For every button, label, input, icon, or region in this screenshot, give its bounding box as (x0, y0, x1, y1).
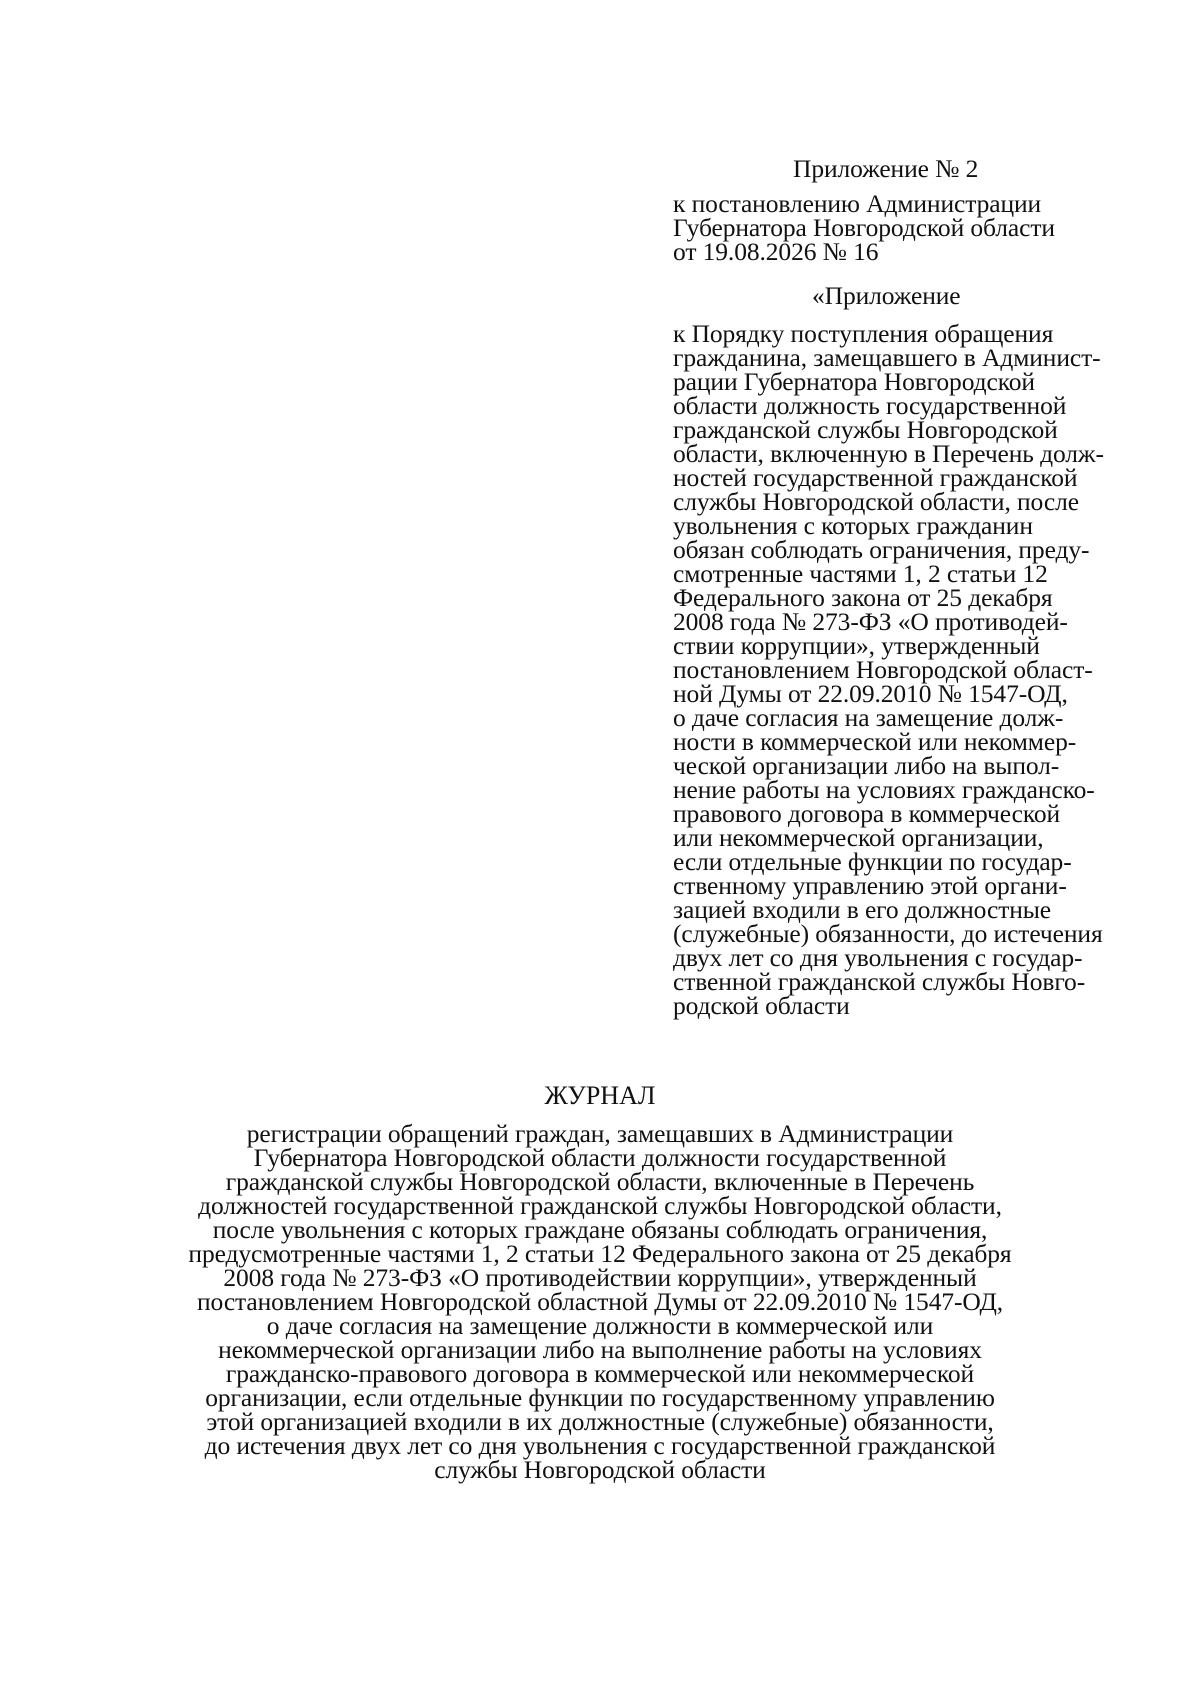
inner-appendix-line: службы Новгородской области, после (673, 487, 1079, 516)
journal-line: до истечения двух лет со дня увольнения с государственной гражданской (204, 1431, 996, 1460)
inner-appendix-line: гражданской службы Новгородской (673, 415, 1058, 444)
inner-appendix-line: к Порядку поступления обращения (673, 319, 1054, 348)
inner-appendix-line: обязан соблюдать ограничения, преду- (673, 535, 1090, 564)
inner-appendix-line: (служебные) обязанности, до истечения (673, 919, 1103, 948)
inner-appendix-line: ствии коррупции», утвержденный (673, 631, 1040, 660)
journal-line: этой организацией входили в их должностные (служебные) обязанности, (206, 1407, 994, 1436)
inner-appendix-line: ной Думы от 22.09.2010 № 1547-ОД, (673, 679, 1068, 708)
inner-appendix-title: «Приложение (812, 281, 961, 310)
inner-appendix-line: о даче согласия на замещение долж- (673, 703, 1064, 732)
journal-line: гражданской службы Новгородской области, включенные в Перечень (225, 1167, 975, 1196)
inner-appendix-line: 2008 года № 273-ФЗ «О противодей- (673, 607, 1068, 636)
journal-line: службы Новгородской области (434, 1455, 766, 1484)
inner-appendix-line: Федерального закона от 25 декабря (673, 583, 1053, 612)
inner-appendix-line: нение работы на условиях гражданско- (673, 775, 1095, 804)
journal-line: постановлением Новгородской областной Думы от 22.09.2010 № 1547-ОД, (196, 1287, 1004, 1316)
inner-appendix-line: области, включенную в Перечень долж- (673, 439, 1104, 468)
journal-line: регистрации обращений граждан, замещавших в Администрации (246, 1119, 954, 1148)
inner-appendix-line: смотренные частями 1, 2 статьи 12 (673, 559, 1048, 588)
inner-appendix-line: ственной гражданской службы Новго- (673, 967, 1086, 996)
journal-heading: ЖУРНАЛ (544, 1081, 656, 1110)
appendix-ref-line: от 19.08.2026 № 16 (673, 237, 879, 266)
inner-appendix-line: области должность государственной (673, 391, 1067, 420)
journal-line: предусмотренные частями 1, 2 статьи 12 Федерального закона от 25 декабря (188, 1239, 1012, 1268)
inner-appendix-line: рации Губернатора Новгородской (673, 367, 1035, 396)
inner-appendix-line: если отдельные функции по государ- (673, 847, 1072, 876)
journal-line: Губернатора Новгородской области должности государственной (253, 1143, 947, 1172)
inner-appendix-line: или некоммерческой организации, (673, 823, 1044, 852)
journal-line: должностей государственной гражданской службы Новгородской области, (198, 1191, 1002, 1220)
journal-line: о даче согласия на замещение должности в коммерческой или (266, 1311, 934, 1340)
journal-line: после увольнения с которых граждане обязаны соблюдать ограничения, (212, 1215, 988, 1244)
appendix-ref-line: к постановлению Администрации (673, 189, 1042, 218)
appendix-ref-line: Губернатора Новгородской области (673, 213, 1055, 242)
journal-line: 2008 года № 273-ФЗ «О противодействии коррупции», утвержденный (223, 1263, 977, 1292)
inner-appendix-line: ческой организации либо на выпол- (673, 751, 1060, 780)
inner-appendix-line: родской области (673, 991, 850, 1020)
journal-line: некоммерческой организации либо на выполнение работы на условиях (218, 1335, 982, 1364)
inner-appendix-line: увольнения с которых гражданин (673, 511, 1033, 540)
appendix-title: Приложение № 2 (793, 154, 979, 183)
inner-appendix-line: гражданина, замещавшего в Админист- (673, 343, 1101, 372)
inner-appendix-line: ности в коммерческой или некоммер- (673, 727, 1077, 756)
inner-appendix-line: постановлением Новгородской област- (673, 655, 1093, 684)
inner-appendix-line: двух лет со дня увольнения с государ- (673, 943, 1083, 972)
journal-line: организации, если отдельные функции по государственному управлению (205, 1383, 995, 1412)
inner-appendix-line: правового договора в коммерческой (673, 799, 1061, 828)
inner-appendix-line: ственному управлению этой органи- (673, 871, 1067, 900)
inner-appendix-line: ностей государственной гражданской (673, 463, 1078, 492)
journal-line: гражданско-правового договора в коммерческой или некоммерческой (225, 1359, 975, 1388)
inner-appendix-line: зацией входили в его должностные (673, 895, 1052, 924)
